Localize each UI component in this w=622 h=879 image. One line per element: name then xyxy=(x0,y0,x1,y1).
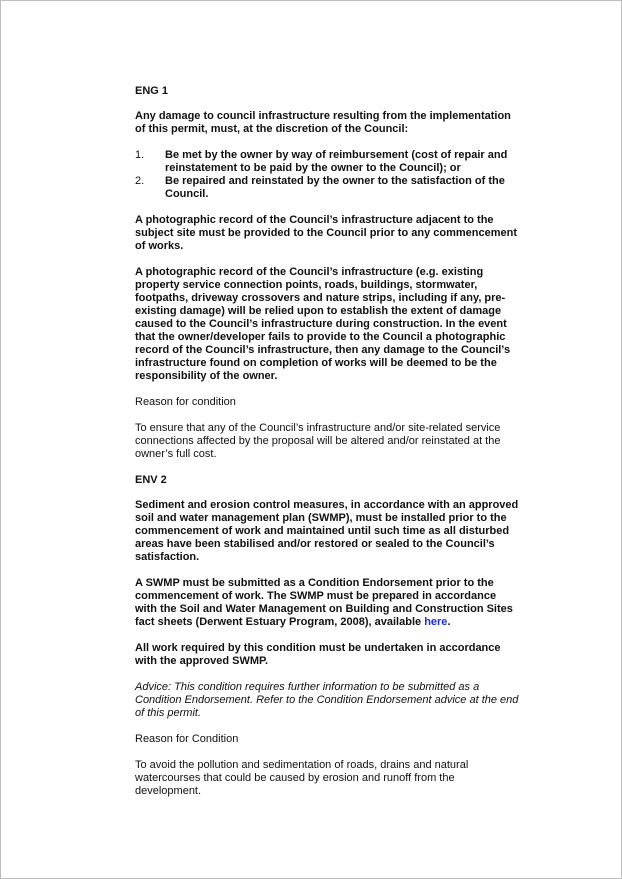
env2-reason-text: To avoid the pollution and sedimentation of roads, drains and natural watercourses that could be caused by erosion and runoff from the development. xyxy=(135,759,469,797)
list-item xyxy=(135,175,519,201)
env2-reason-label: Reason for Condition xyxy=(135,733,239,745)
env2-swmp-submission-text: A SWMP must be submitted as a Condition Endorsement prior to the commencement of work. The SWMP must be prepared in accordance with the Soil and Water Management on Building and Construction Sites fact sheets (Derwent Estuary Program, 2008), available xyxy=(135,577,513,628)
env2-advice: Advice: This condition requires further information to be submitted as a Condition Endorsement. Refer to the Condition Endorsement advice at the end of this permit. xyxy=(135,681,519,719)
env2-swmp-submission xyxy=(135,577,519,629)
list-item-text: Be repaired and reinstated by the owner to the satisfaction of the Council. xyxy=(165,175,505,200)
env2-swmp-submission-end: . xyxy=(447,616,451,628)
eng1-photographic-record: A photographic record of the Council’s infrastructure adjacent to the subject site must be provided to the Council prior to any commencement of works. xyxy=(135,214,518,252)
env2-work-undertaken: All work required by this condition must be undertaken in accordance with the approved SWMP. xyxy=(135,642,501,667)
list-item-number: 1. xyxy=(135,149,145,161)
eng1-reason-label: Reason for condition xyxy=(135,396,236,408)
here-link[interactable]: here xyxy=(424,616,448,628)
eng1-intro: Any damage to council infrastructure resulting from the implementation of this permit, must, at the discretion of the Council: xyxy=(135,110,511,135)
document-content xyxy=(135,85,519,811)
list-item-text: Be met by the owner by way of reimbursement (cost of repair and reinstatement to be paid by the owner to the Council); or xyxy=(165,149,508,174)
env2-swmp-requirement: Sediment and erosion control measures, in accordance with an approved soil and water management plan (SWMP), must be installed prior to the commencement of work and maintained until such time as all disturbed areas have been stabilised and/or restored or sealed to the Council’s satisfaction. xyxy=(135,499,519,563)
eng1-list xyxy=(135,149,519,201)
section-heading-env2: ENV 2 xyxy=(135,474,167,486)
eng1-reason-text: To ensure that any of the Council’s infrastructure and/or site-related service connections affected by the proposal will be altered and/or reinstated at the owner’s full cost. xyxy=(135,422,501,460)
section-heading-eng1: ENG 1 xyxy=(135,85,169,97)
list-item xyxy=(135,149,519,175)
list-item-number: 2. xyxy=(135,175,145,187)
eng1-photographic-record-detail: A photographic record of the Council’s infrastructure (e.g. existing property service connection points, roads, buildings, stormwater, footpaths, driveway crossovers and nature strips, including if any, pre-existing damage) will be relied upon to establish the extent of damage caused to the Council’s infrastructure during construction. In the event that the owner/developer fails to provide to the Council a photographic record of the Council’s infrastructure, then any damage to the Council’s infrastructure found on completion of works will be deemed to be the responsibility of the owner. xyxy=(135,266,511,382)
